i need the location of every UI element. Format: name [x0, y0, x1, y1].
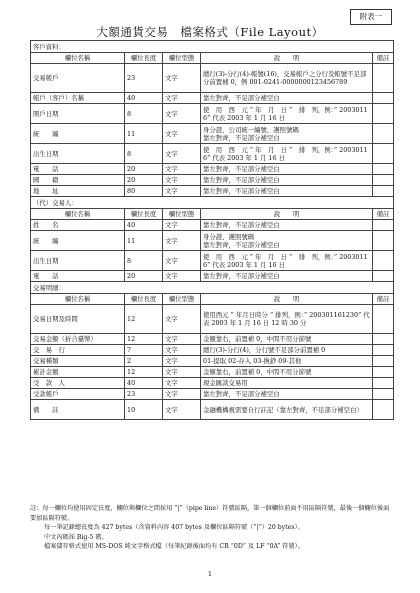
table-row — [31, 251, 394, 271]
description-cell: 靠左對齊，不足部分補空白 — [201, 175, 373, 186]
field-length-cell: 40 — [125, 220, 163, 231]
table-row — [31, 144, 394, 164]
field-length-cell: 11 — [125, 231, 163, 251]
section-label-row — [31, 282, 394, 294]
field-name-cell: 受款帳戶 — [31, 389, 125, 400]
field-length-cell: 12 — [125, 367, 163, 378]
header-row — [31, 209, 394, 220]
remark-cell — [373, 104, 394, 124]
table-row — [31, 186, 394, 197]
field-name-cell: 交易金額（折合臺幣） — [31, 334, 125, 345]
table-row — [31, 389, 394, 400]
field-type-cell: 文字 — [163, 400, 201, 420]
field-type-cell: 文字 — [163, 305, 201, 334]
field-length-cell: 40 — [125, 378, 163, 389]
remark-cell — [373, 305, 394, 334]
description-cell: 靠左對齊，不足部分補空白 — [201, 271, 373, 282]
field-length-cell: 12 — [125, 305, 163, 334]
header-description: 說 明 — [201, 294, 373, 305]
field-type-cell: 文字 — [163, 251, 201, 271]
field-type-cell: 文字 — [163, 378, 201, 389]
header-description: 說 明 — [201, 53, 373, 64]
field-name-cell: 統 編 — [31, 124, 125, 144]
description-cell: 身分證、護照號碼 靠左對齊，不足部分補空白 — [201, 231, 373, 251]
section-label-row — [31, 197, 394, 209]
field-name-cell: 交易帳戶 — [31, 64, 125, 93]
field-type-cell: 文字 — [163, 356, 201, 367]
remark-cell — [373, 231, 394, 251]
remark-cell — [373, 389, 394, 400]
field-name-cell: 國 籍 — [31, 175, 125, 186]
header-row — [31, 53, 394, 64]
field-name-cell: 開戶日期 — [31, 104, 125, 124]
field-name-cell: 交 易 行 — [31, 345, 125, 356]
note-line: 中文內碼採 Big-5 碼。 — [44, 533, 108, 541]
remark-cell — [373, 124, 394, 144]
table-row — [31, 175, 394, 186]
header-field-length: 欄位長度 — [125, 294, 163, 305]
remark-cell — [373, 251, 394, 271]
field-length-cell: 11 — [125, 124, 163, 144]
field-length-cell: 8 — [125, 251, 163, 271]
field-name-cell: 交易種類 — [31, 356, 125, 367]
description-cell: 使 用 西 元 ” 年 月 日 ” 排 列，例：” 20030116” 代表 2003 年 1 月 16 日 — [201, 104, 373, 124]
description-cell: 總行(3)-分行(4)，分行號不足部分前置補 0 — [201, 345, 373, 356]
note-line: 每一筆記錄總長度為 427 bytes（含資料內容 407 bytes 及欄位區隔符號（“|”）20 bytes）。 — [44, 524, 304, 532]
description-cell: 靠左對齊，不足部分補空白 — [201, 93, 373, 104]
remark-cell — [373, 186, 394, 197]
field-type-cell: 文字 — [163, 231, 201, 251]
table-row — [31, 345, 394, 356]
field-name-cell: 地 址 — [31, 186, 125, 197]
description-cell: 靠左對齊，不足部分補空白 — [201, 164, 373, 175]
field-length-cell: 2 — [125, 356, 163, 367]
section-label-row — [31, 41, 394, 53]
field-length-cell: 80 — [125, 186, 163, 197]
table-row — [31, 271, 394, 282]
appendix-label: 附表一 — [350, 9, 392, 25]
remark-cell — [373, 378, 394, 389]
field-type-cell: 文字 — [163, 64, 201, 93]
field-length-cell: 8 — [125, 144, 163, 164]
page-number: 1 — [207, 570, 213, 578]
remark-cell — [373, 93, 394, 104]
description-cell: 使用西元 ” 年月日時分 ” 排列，例：” 200301161230” 代表 2003 年 1 月 16 日 12 時 30 分 — [201, 305, 373, 334]
field-name-cell: 姓 名 — [31, 220, 125, 231]
remark-cell — [373, 400, 394, 420]
table-row — [31, 367, 394, 378]
header-field-name: 欄位名稱 — [31, 294, 125, 305]
table-row — [31, 93, 394, 104]
header-description: 說 明 — [201, 209, 373, 220]
table-row — [31, 220, 394, 231]
field-length-cell: 8 — [125, 104, 163, 124]
header-row — [31, 294, 394, 305]
field-name-cell: 累計金額 — [31, 367, 125, 378]
description-cell: 靠左對齊，不足部分補空白 — [201, 186, 373, 197]
description-cell: 身分證，公司統一編號，護照號碼 靠左對齊，不足部分補空白 — [201, 124, 373, 144]
field-type-cell: 文字 — [163, 186, 201, 197]
header-field-name: 欄位名稱 — [31, 53, 125, 64]
remark-cell — [373, 271, 394, 282]
description-cell: 總行(3)-分行(4)-帳號(16)，交易帳戶之分行及帳號不足部分前置補 0，例 001-0241-0000000123456789 — [201, 64, 373, 93]
remark-cell — [373, 345, 394, 356]
field-name-cell: 交易日期及時間 — [31, 305, 125, 334]
description-cell: 靠左對齊，不足部分補空白 — [201, 220, 373, 231]
header-field-name: 欄位名稱 — [31, 209, 125, 220]
field-type-cell: 文字 — [163, 389, 201, 400]
table-row — [31, 356, 394, 367]
header-remark: 備註 — [373, 294, 394, 305]
table-row — [31, 124, 394, 144]
field-name-cell: 統 編 — [31, 231, 125, 251]
field-name-cell: 帳戶（客戶）名稱 — [31, 93, 125, 104]
description-cell: 現金匯款交易用 — [201, 378, 373, 389]
field-length-cell: 20 — [125, 271, 163, 282]
remark-cell — [373, 64, 394, 93]
description-cell: 金額靠右，前置補 0，中間不用分節號 — [201, 367, 373, 378]
field-length-cell: 20 — [125, 175, 163, 186]
field-type-cell: 文字 — [163, 164, 201, 175]
field-name-cell: 出生日期 — [31, 144, 125, 164]
file-layout-table — [30, 40, 393, 420]
remark-cell — [373, 220, 394, 231]
remark-cell — [373, 367, 394, 378]
field-type-cell: 文字 — [163, 367, 201, 378]
field-length-cell: 12 — [125, 334, 163, 345]
description-cell: 使 用 西 元 ” 年 月 日 ” 排 列，例：” 20030116” 代表 2003 年 1 月 16 日 — [201, 251, 373, 271]
header-field-length: 欄位長度 — [125, 209, 163, 220]
description-cell: 使 用 西 元 ” 年 月 日 ” 排 列，例：” 20030116” 代表 2003 年 1 月 16 日 — [201, 144, 373, 164]
field-name-cell: 電 話 — [31, 164, 125, 175]
field-type-cell: 文字 — [163, 271, 201, 282]
field-type-cell: 文字 — [163, 220, 201, 231]
table-row — [31, 334, 394, 345]
field-length-cell: 40 — [125, 93, 163, 104]
note-line: 註：每一欄位均使用固定長度，欄位與欄位之間採用 “|”（pipe line）符號區隔，第一個欄位前面不用區隔符號，最後一個欄位後面要加區隔符號。 — [30, 505, 390, 522]
description-cell: 金額靠右，前置補 0，中間不用分節號 — [201, 334, 373, 345]
section-label: 客戶資料： — [31, 41, 394, 53]
header-remark: 備註 — [373, 209, 394, 220]
field-type-cell: 文字 — [163, 144, 201, 164]
field-name-cell: 受 款 人 — [31, 378, 125, 389]
remark-cell — [373, 356, 394, 367]
field-length-cell: 7 — [125, 345, 163, 356]
section-label: 交易明細： — [31, 282, 394, 294]
table-row — [31, 305, 394, 334]
table-row — [31, 378, 394, 389]
header-field-type: 欄位型態 — [163, 53, 201, 64]
header-field-type: 欄位型態 — [163, 294, 201, 305]
field-type-cell: 文字 — [163, 124, 201, 144]
header-remark: 備註 — [373, 53, 394, 64]
field-name-cell: 出生日期 — [31, 251, 125, 271]
field-type-cell: 文字 — [163, 104, 201, 124]
field-length-cell: 10 — [125, 400, 163, 420]
remark-cell — [373, 144, 394, 164]
table-row — [31, 64, 394, 93]
table-row — [31, 164, 394, 175]
section-label: （代）交易人： — [31, 197, 394, 209]
field-type-cell: 文字 — [163, 345, 201, 356]
field-type-cell: 文字 — [163, 93, 201, 104]
remark-cell — [373, 164, 394, 175]
table-row — [31, 400, 394, 420]
description-cell: 金融機構視需要自行註記（靠左對齊，不足部分補空白） — [201, 400, 373, 420]
note-line: 檔案儲存格式使用 MS-DOS 純文字格式檔（每筆紀錄後面均有 CR “0D” 及 LF “0A” 符號）。 — [44, 543, 304, 551]
remark-cell — [373, 334, 394, 345]
field-length-cell: 20 — [125, 164, 163, 175]
field-name-cell: 備 註 — [31, 400, 125, 420]
header-field-type: 欄位型態 — [163, 209, 201, 220]
description-cell: 01-提取 02-存入 03-換鈔 09-其他 — [201, 356, 373, 367]
table-row — [31, 231, 394, 251]
field-type-cell: 文字 — [163, 175, 201, 186]
table-row — [31, 104, 394, 124]
description-cell: 靠左對齊，不足部分補空白 — [201, 389, 373, 400]
field-type-cell: 文字 — [163, 334, 201, 345]
notes — [30, 504, 393, 552]
page-title: 大額通貨交易 檔案格式（File Layout） — [96, 25, 324, 39]
remark-cell — [373, 175, 394, 186]
field-length-cell: 23 — [125, 64, 163, 93]
field-name-cell: 電 話 — [31, 271, 125, 282]
field-length-cell: 23 — [125, 389, 163, 400]
header-field-length: 欄位長度 — [125, 53, 163, 64]
